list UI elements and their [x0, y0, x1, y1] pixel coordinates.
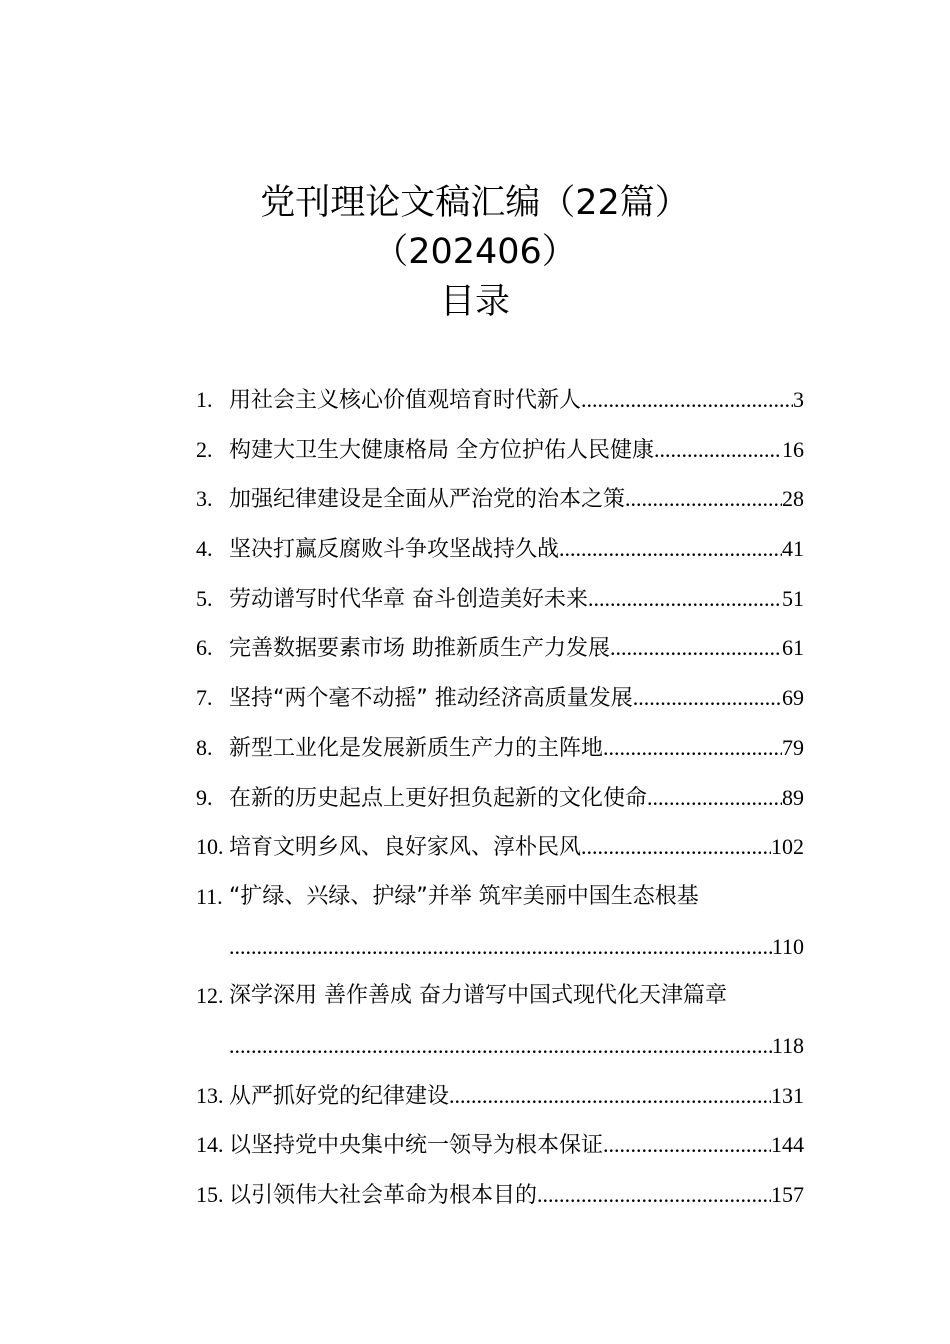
- toc-entry-number: 2.: [196, 436, 213, 462]
- toc-entry[interactable]: [196, 678, 804, 728]
- toc-entry-number: 9.: [196, 784, 213, 810]
- toc-entry-title: 坚持“两个毫不动摇” 推动经济高质量发展: [229, 686, 633, 712]
- toc-entry-title: 以坚持党中央集中统一领导为根本保证: [229, 1133, 604, 1159]
- toc-entry-page: 41: [782, 536, 804, 562]
- toc-entry[interactable]: [196, 430, 804, 480]
- toc-entry-page: 16: [782, 436, 804, 462]
- toc-entry[interactable]: [196, 1175, 804, 1225]
- toc-entry-page: 79: [782, 734, 804, 760]
- toc-entry[interactable]: [196, 579, 804, 629]
- toc-leader-dots: [449, 1076, 771, 1116]
- toc-entry-number: 8.: [196, 734, 213, 760]
- toc-entry[interactable]: [196, 529, 804, 579]
- toc-entry[interactable]: [196, 479, 804, 529]
- toc-leader-dots: [559, 529, 782, 569]
- toc-entry-page: 51: [782, 585, 804, 611]
- toc-entry-number: 13.: [196, 1082, 224, 1108]
- toc-entry-title: “扩绿、兴绿、护绿”并举 筑牢美丽中国生态根基: [229, 883, 699, 909]
- toc-entry-title: 从严抓好党的纪律建设: [229, 1083, 450, 1109]
- toc-entry[interactable]: [196, 778, 804, 828]
- toc-leader-dots: [647, 778, 782, 818]
- toc-leader-dots: [581, 380, 793, 420]
- toc-entry[interactable]: [196, 976, 804, 1075]
- toc-leader-dots: [610, 628, 782, 668]
- toc-entry-page: 3: [793, 387, 804, 412]
- toc-entry-page: 144: [771, 1132, 804, 1158]
- toc-entry-page: 28: [782, 486, 804, 512]
- toc-entry-page: 118: [771, 1032, 804, 1058]
- toc-entry-page: 61: [782, 635, 804, 661]
- toc-leader-dots: [603, 728, 782, 768]
- toc-entry[interactable]: [196, 877, 804, 976]
- document-date: （202406）: [373, 232, 577, 272]
- toc-entry-number: 5.: [196, 585, 213, 611]
- toc-entry[interactable]: [196, 1125, 804, 1175]
- toc-leader-dots: [625, 479, 782, 519]
- toc-entry-number: 14.: [196, 1132, 224, 1158]
- table-of-contents: [196, 380, 804, 1225]
- toc-entry[interactable]: [196, 827, 804, 877]
- toc-entry-number: 7.: [196, 685, 213, 711]
- toc-entry-title: 完善数据要素市场 助推新质生产力发展: [229, 636, 610, 662]
- toc-entry-title: 新型工业化是发展新质生产力的主阵地: [229, 735, 604, 761]
- toc-leader-dots: [229, 1026, 772, 1066]
- toc-entry-number: 15.: [196, 1182, 224, 1208]
- toc-entry-title: 坚决打赢反腐败斗争攻坚战持久战: [229, 537, 560, 563]
- toc-entry-number: 3.: [196, 486, 213, 512]
- toc-entry-title: 构建大卫生大健康格局 全方位护佑人民健康: [229, 437, 654, 463]
- toc-entry[interactable]: [196, 728, 804, 778]
- toc-entry-title: 深学深用 善作善成 奋力谱写中国式现代化天津篇章: [229, 983, 727, 1009]
- toc-heading: 目录: [439, 282, 510, 322]
- toc-entry[interactable]: [196, 380, 804, 430]
- toc-entry-page: 69: [782, 685, 804, 711]
- toc-leader-dots: [603, 1125, 771, 1165]
- toc-entry-page: 102: [771, 834, 804, 860]
- toc-entry-title: 加强纪律建设是全面从严治党的治本之策: [229, 487, 626, 513]
- toc-leader-dots: [581, 827, 771, 867]
- toc-entry-number: 6.: [196, 635, 213, 661]
- toc-entry-title: 培育文明乡风、良好家风、淳朴民风: [229, 835, 582, 861]
- toc-entry-number: 12.: [196, 983, 224, 1009]
- document-title: 党刊理论文稿汇编（22篇）: [260, 183, 690, 223]
- toc-leader-dots: [537, 1175, 771, 1215]
- toc-entry-number: 4.: [196, 536, 213, 562]
- toc-entry-page: 89: [782, 784, 804, 810]
- toc-leader-dots: [633, 678, 782, 718]
- toc-entry-page: 110: [771, 933, 804, 959]
- toc-entry-page: 131: [771, 1082, 804, 1108]
- toc-entry-title: 用社会主义核心价值观培育时代新人: [229, 388, 582, 413]
- toc-entry-title: 以引领伟大社会革命为根本目的: [229, 1183, 538, 1209]
- toc-leader-dots: [654, 430, 782, 470]
- toc-entry-number: 1.: [196, 387, 213, 412]
- toc-entry-title: 劳动谱写时代华章 奋斗创造美好未来: [229, 586, 588, 612]
- toc-entry[interactable]: [196, 1076, 804, 1126]
- toc-leader-dots: [588, 579, 782, 619]
- toc-entry-title: 在新的历史起点上更好担负起新的文化使命: [229, 785, 648, 811]
- toc-entry-number: 10.: [196, 834, 224, 860]
- toc-leader-dots: [229, 927, 772, 967]
- toc-entry[interactable]: [196, 628, 804, 678]
- toc-entry-page: 157: [771, 1182, 804, 1208]
- toc-entry-number: 11.: [196, 883, 223, 909]
